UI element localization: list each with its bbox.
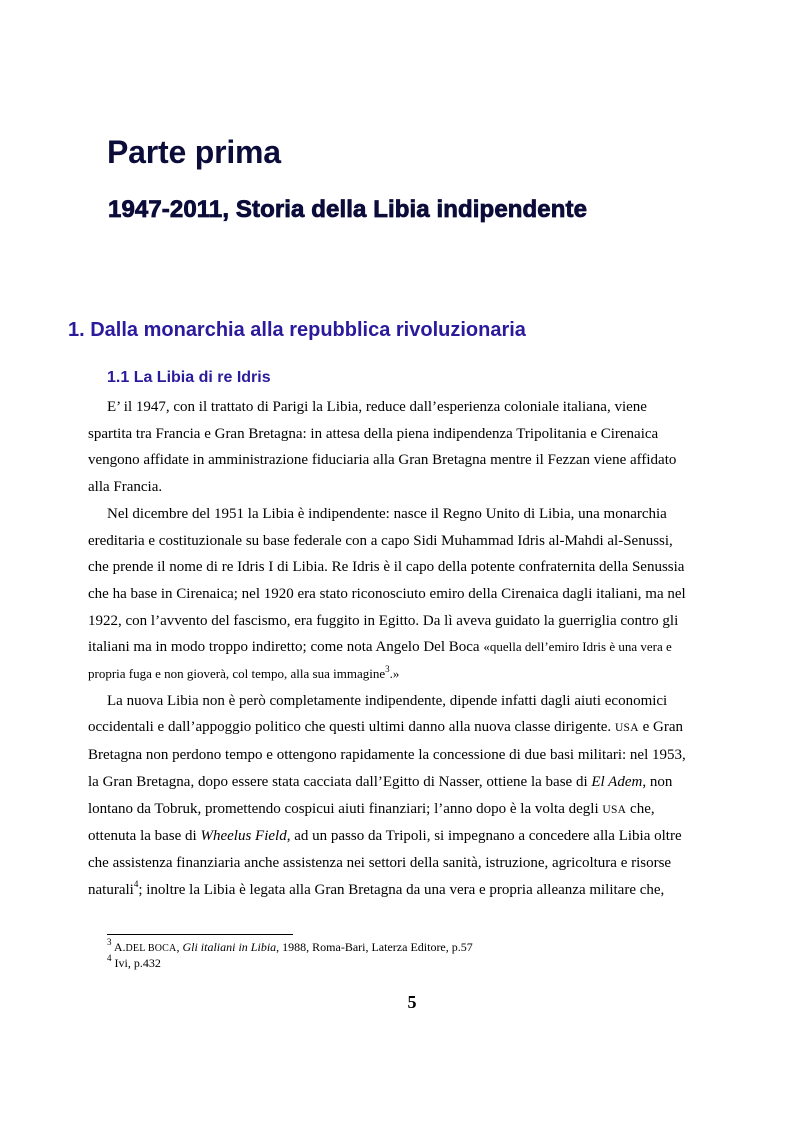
footnote-number: 3 <box>107 937 112 947</box>
text-run: occidentali e dall’appoggio politico che questi ultimi danno alla nuova classe dirigente. <box>88 719 615 736</box>
text-line: Bretagna non perdono tempo e ottengono rapidamente la concessione di due basi militari: nel 1953, <box>88 747 686 764</box>
footnote-ref[interactable]: 3 <box>385 663 390 674</box>
text-line: E’ il 1947, con il trattato di Parigi la Libia, reduce dall’esperienza coloniale italiana, viene <box>107 399 647 415</box>
footnote <box>107 953 473 971</box>
text-line: spartita tra Francia e Gran Bretagna: in attesa della piena indipendenza Tripolitania e Cirenaica <box>88 425 659 442</box>
part-title: Parte prima <box>107 134 281 170</box>
text-run: naturali <box>88 881 134 898</box>
text-line: ereditaria e costituzionale su base federale con a capo Sidi Muhammad Idris al-Mahdi al-Senussi, <box>88 532 673 549</box>
text-run: e Gran <box>638 719 683 736</box>
footnote-text: Ivi, p.432 <box>114 956 161 970</box>
usa-abbrev: USA <box>602 803 627 816</box>
place-name: El Adem <box>591 773 643 790</box>
text-run: lontano da Tobruk, promettendo cospicui aiuti finanziari; l’anno dopo è la volta degli <box>88 800 603 817</box>
page-number: 5 <box>407 992 417 1012</box>
footnote-details: , 1988, Roma-Bari, Laterza Editore, p.57 <box>276 940 473 954</box>
body-text <box>88 394 718 903</box>
paragraph <box>88 394 718 501</box>
text-run: , non <box>642 773 673 790</box>
footnotes <box>107 937 473 971</box>
section-title: 1.1 La Libia di re Idris <box>107 369 271 386</box>
text-line <box>88 661 718 688</box>
quote-text: «quella dell’emiro Idris è una vera e <box>483 639 672 655</box>
text-run: ottenuta la base di <box>88 828 201 845</box>
text-line <box>88 634 718 661</box>
text-line <box>88 877 718 904</box>
text-line: che prende il nome di re Idris I di Libia. Re Idris è il capo della potente confraternita della Senussia <box>88 559 685 576</box>
text-run: che, <box>626 800 655 817</box>
paragraph <box>88 501 718 688</box>
footnote-divider <box>107 934 293 935</box>
text-line <box>88 823 718 850</box>
quote-text: propria fuga e non gioverà, col tempo, alla sua immagine <box>88 666 386 682</box>
text-run: , ad un passo da Tripoli, si impegnano a concedere alla Libia oltre <box>286 828 682 845</box>
text-line: alla Francia. <box>88 479 163 496</box>
chapter-title: 1. Dalla monarchia alla repubblica rivoluzionaria <box>68 319 526 341</box>
footnote-sep: , <box>176 940 183 954</box>
footnote-author-initial: A. <box>113 940 126 954</box>
text-line: 1922, con l’avvento del fascismo, era fuggito in Egitto. Da lì aveva guidato la guerriglia contro gli <box>88 612 679 629</box>
text-line: che ha base in Cirenaica; nel 1920 era stato riconosciuto emiro della Cirenaica dagli italiani, ma nel <box>88 585 686 602</box>
text-line: Nel dicembre del 1951 la Libia è indipendente: nasce il Regno Unito di Libia, una monarchia <box>107 505 667 522</box>
text-line: vengono affidate in amministrazione fiduciaria alla Gran Bretagna mentre il Fezzan viene affidato <box>88 452 677 469</box>
text-run: italiani ma in modo troppo indiretto; come nota Angelo Del Boca <box>88 639 484 656</box>
text-run: ; inoltre la Libia è legata alla Gran Bretagna da una vera e propria alleanza militare che, <box>138 881 665 898</box>
place-name: Wheelus Field <box>200 828 287 845</box>
text-line <box>88 714 718 742</box>
footnote-book-title: Gli italiani in Libia <box>182 940 277 954</box>
text-line: che assistenza finanziaria anche assistenza nei settori della sanità, istruzione, agricoltura e risorse <box>88 854 672 871</box>
footnote-number: 4 <box>107 953 112 963</box>
part-subtitle: 1947-2011, Storia della Libia indipendente <box>108 196 588 223</box>
quote-end: .» <box>389 666 400 682</box>
text-line <box>88 796 718 824</box>
footnote-author: DEL BOCA <box>125 943 177 954</box>
text-line: La nuova Libia non è però completamente indipendente, dipende infatti dagli aiuti economici <box>107 692 668 709</box>
footnote-ref[interactable]: 4 <box>133 878 139 889</box>
paragraph <box>88 688 718 904</box>
text-run: la Gran Bretagna, dopo essere stata cacciata dall’Egitto di Nasser, ottiene la base di <box>88 773 592 790</box>
text-line <box>88 769 718 796</box>
usa-abbrev: USA <box>614 722 639 735</box>
footnote <box>107 937 473 956</box>
